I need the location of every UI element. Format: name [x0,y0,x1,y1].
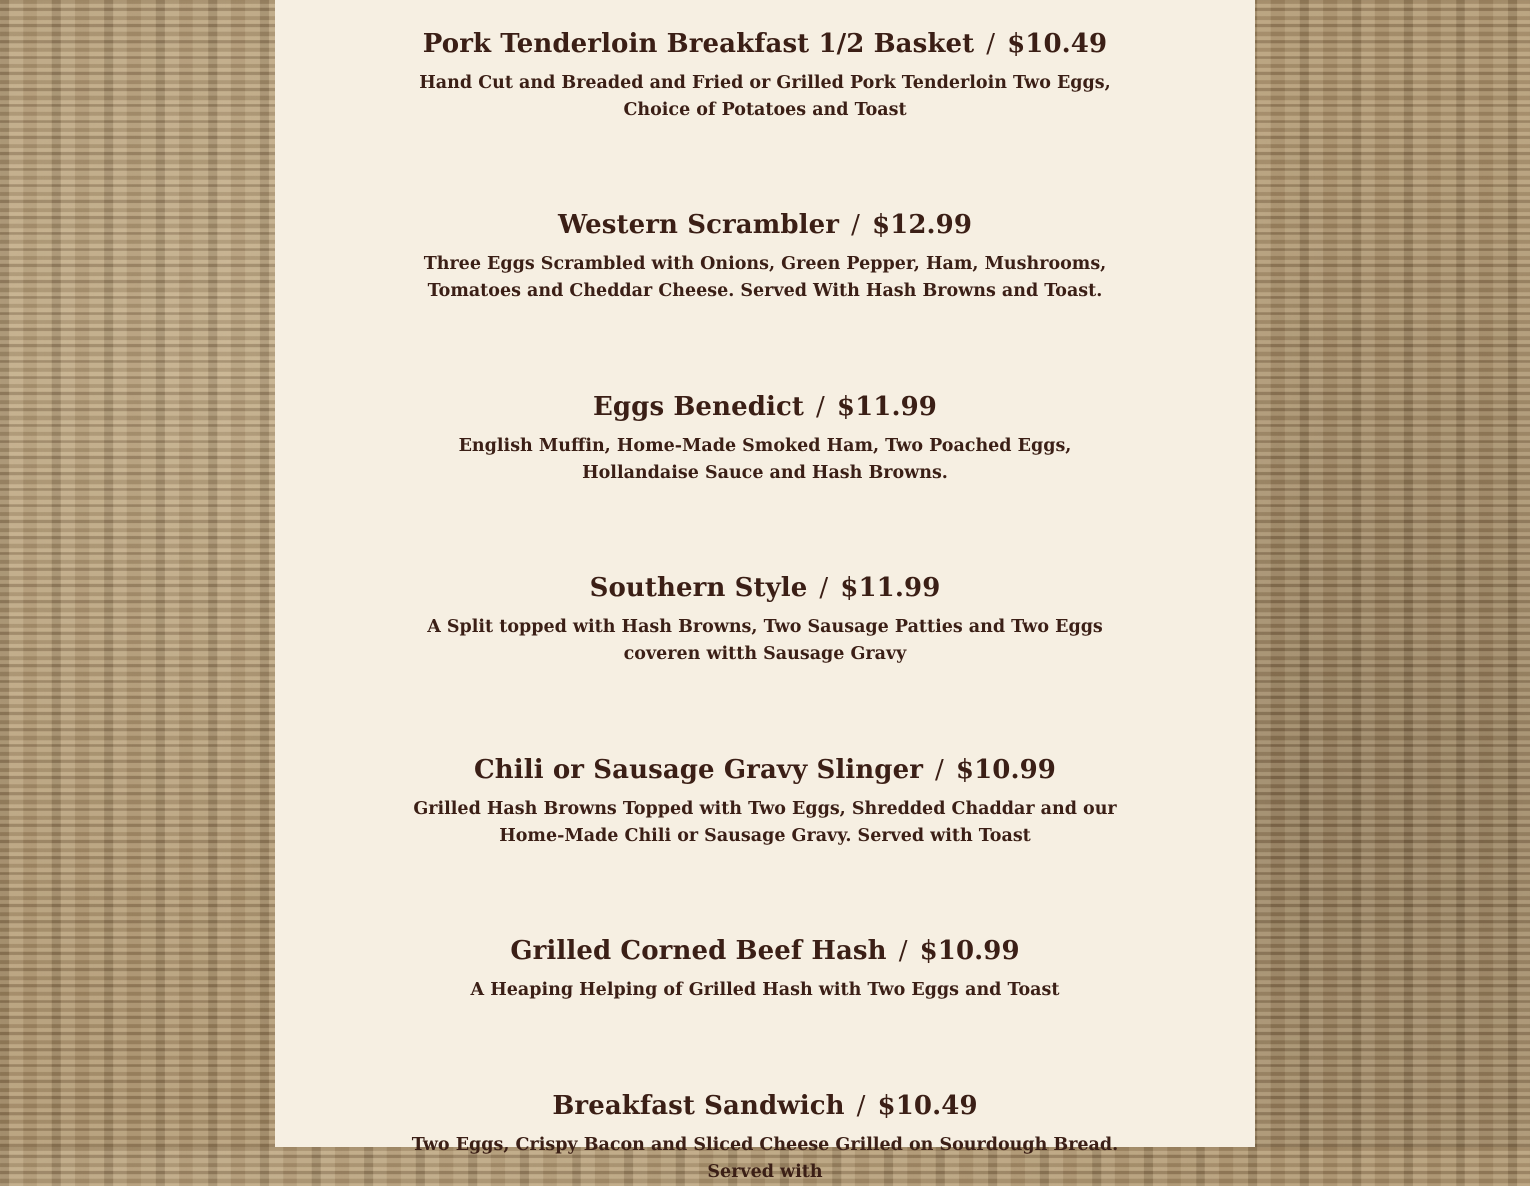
menu-item-title [275,754,1255,786]
menu-item-title [275,391,1255,423]
menu-item-price: $10.49 [877,1091,978,1121]
price-separator: / [816,392,825,422]
price-separator: / [935,755,944,785]
menu-item-pork-tenderloin [275,28,1255,124]
menu-item-price: $11.99 [840,573,941,603]
menu-item-name: Grilled Corned Beef Hash [510,936,887,966]
menu-item-name: Southern Style [589,573,808,603]
menu-item-western-scrambler [275,209,1255,305]
menu-item-price: $12.99 [871,210,973,240]
price-separator: / [819,573,829,603]
price-separator: / [851,210,860,240]
menu-item-name: Chili or Sausage Gravy Slinger [473,755,924,785]
menu-item-title [275,28,1255,60]
menu-item-name: Western Scrambler [557,210,840,240]
menu-item-description: English Muffin, Home-Made Smoked Ham, Two Poached Eggs, Hollandaise Sauce and Hash Browns. [458,436,1072,483]
menu-item-description: A Heaping Helping of Grilled Hash with Two Eggs and Toast [470,980,1060,1000]
menu-item-description: Three Eggs Scrambled with Onions, Green Pepper, Ham, Mushrooms, Tomatoes and Cheddar Cheese. Served With Hash Browns and Toast. [423,254,1107,301]
menu-item-price: $10.99 [919,936,1020,966]
price-separator: / [898,936,908,966]
price-separator: / [856,1091,866,1121]
menu-item-title [275,1090,1255,1122]
menu-item-title [275,572,1255,604]
menu-item-description: Two Eggs, Crispy Bacon and Sliced Cheese Grilled on Sourdough Bread. Served with [411,1135,1119,1182]
menu-item-corned-beef-hash [275,935,1255,1004]
price-separator: / [986,29,996,59]
menu-item-name: Pork Tenderloin Breakfast 1/2 Basket [422,29,975,59]
menu-item-title [275,935,1255,967]
menu-item-description: A Split topped with Hash Browns, Two Sausage Patties and Two Eggs coveren witth Sausage Gravy [427,617,1103,664]
menu-item-price: $11.99 [836,392,937,422]
menu-item-name: Breakfast Sandwich [552,1091,845,1121]
menu-item-title [275,209,1255,241]
menu-item-price: $10.99 [955,755,1056,785]
menu-item-slinger [275,754,1255,850]
menu-item-breakfast-sandwich [275,1090,1255,1186]
menu-item-name: Eggs Benedict [592,392,805,422]
menu-panel [275,0,1255,1182]
menu-item-description: Grilled Hash Browns Topped with Two Eggs, Shredded Chaddar and our Home-Made Chili or Sausage Gravy. Served with Toast [413,799,1117,846]
menu-item-description: Hand Cut and Breaded and Fried or Grilled Pork Tenderloin Two Eggs, Choice of Potatoes and Toast [419,73,1111,120]
menu-item-price: $10.49 [1007,29,1108,59]
menu-item-eggs-benedict [275,391,1255,487]
menu-item-southern-style [275,572,1255,668]
